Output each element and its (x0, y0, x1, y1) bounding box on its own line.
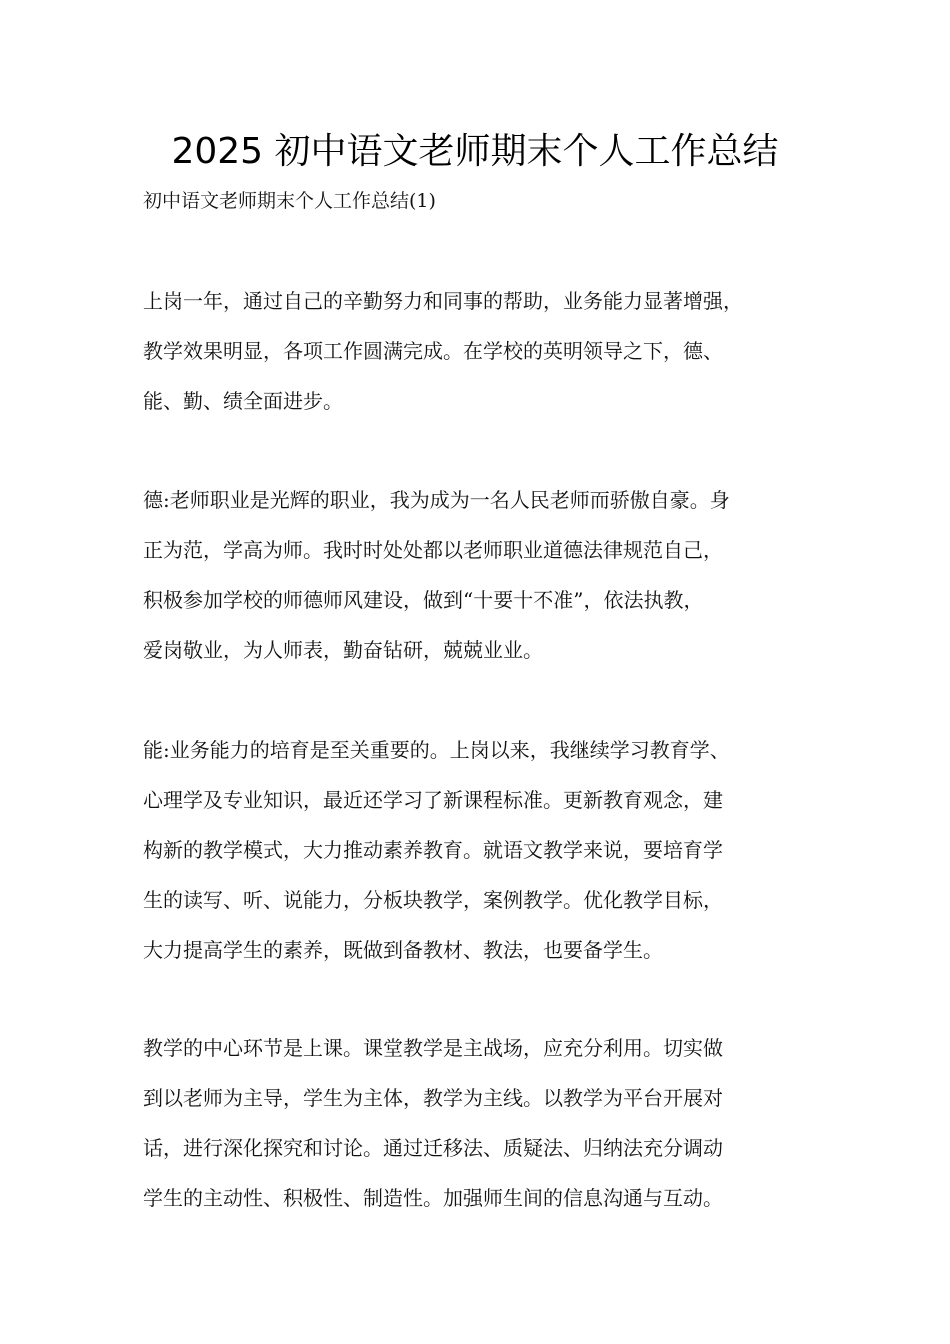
paragraph-teaching (143, 1023, 833, 1223)
paragraph-de (143, 475, 833, 675)
paragraph-line: 能、勤、绩全面进步。 (143, 389, 343, 413)
paragraph-line: 正为范，学高为师。我时时处处都以老师职业道德法律规范自己， (143, 538, 723, 562)
paragraph-line: 上岗一年，通过自己的辛勤努力和同事的帮助，业务能力显著增强， (143, 289, 743, 313)
paragraph-line: 话，进行深化探究和讨论。通过迁移法、质疑法、归纳法充分调动 (143, 1136, 723, 1160)
paragraph-line: 到以老师为主导，学生为主体，教学为主线。以教学为平台开展对 (143, 1086, 723, 1110)
document-title: 2025 初中语文老师期末个人工作总结 (171, 131, 779, 172)
paragraph-line: 构新的教学模式，大力推动素养教育。就语文教学来说，要培育学 (143, 838, 723, 862)
paragraph-line: 学生的主动性、积极性、制造性。加强师生间的信息沟通与互动。 (143, 1186, 723, 1210)
paragraph-line: 爱岗敬业，为人师表，勤奋钻研，兢兢业业。 (143, 638, 543, 662)
paragraph-line: 德:老师职业是光辉的职业，我为成为一名人民老师而骄傲自豪。身 (143, 488, 730, 512)
paragraph-line: 生的读写、听、说能力，分板块教学，案例教学。优化教学目标， (143, 888, 723, 912)
document-subtitle: 初中语文老师期末个人工作总结(1) (143, 190, 436, 212)
paragraph-neng (143, 725, 833, 975)
paragraph-line: 积极参加学校的师德师风建设，做到“十要十不准”，依法执教， (143, 588, 704, 612)
paragraph-line: 大力提高学生的素养，既做到备教材、教法，也要备学生。 (143, 938, 663, 962)
paragraph-line: 教学效果明显，各项工作圆满完成。在学校的英明领导之下，德、 (143, 339, 723, 363)
paragraph-intro (143, 276, 833, 426)
paragraph-line: 能:业务能力的培育是至关重要的。上岗以来，我继续学习教育学、 (143, 738, 730, 762)
paragraph-line: 教学的中心环节是上课。课堂教学是主战场，应充分利用。切实做 (143, 1036, 723, 1060)
paragraph-line: 心理学及专业知识，最近还学习了新课程标准。更新教育观念，建 (143, 788, 723, 812)
